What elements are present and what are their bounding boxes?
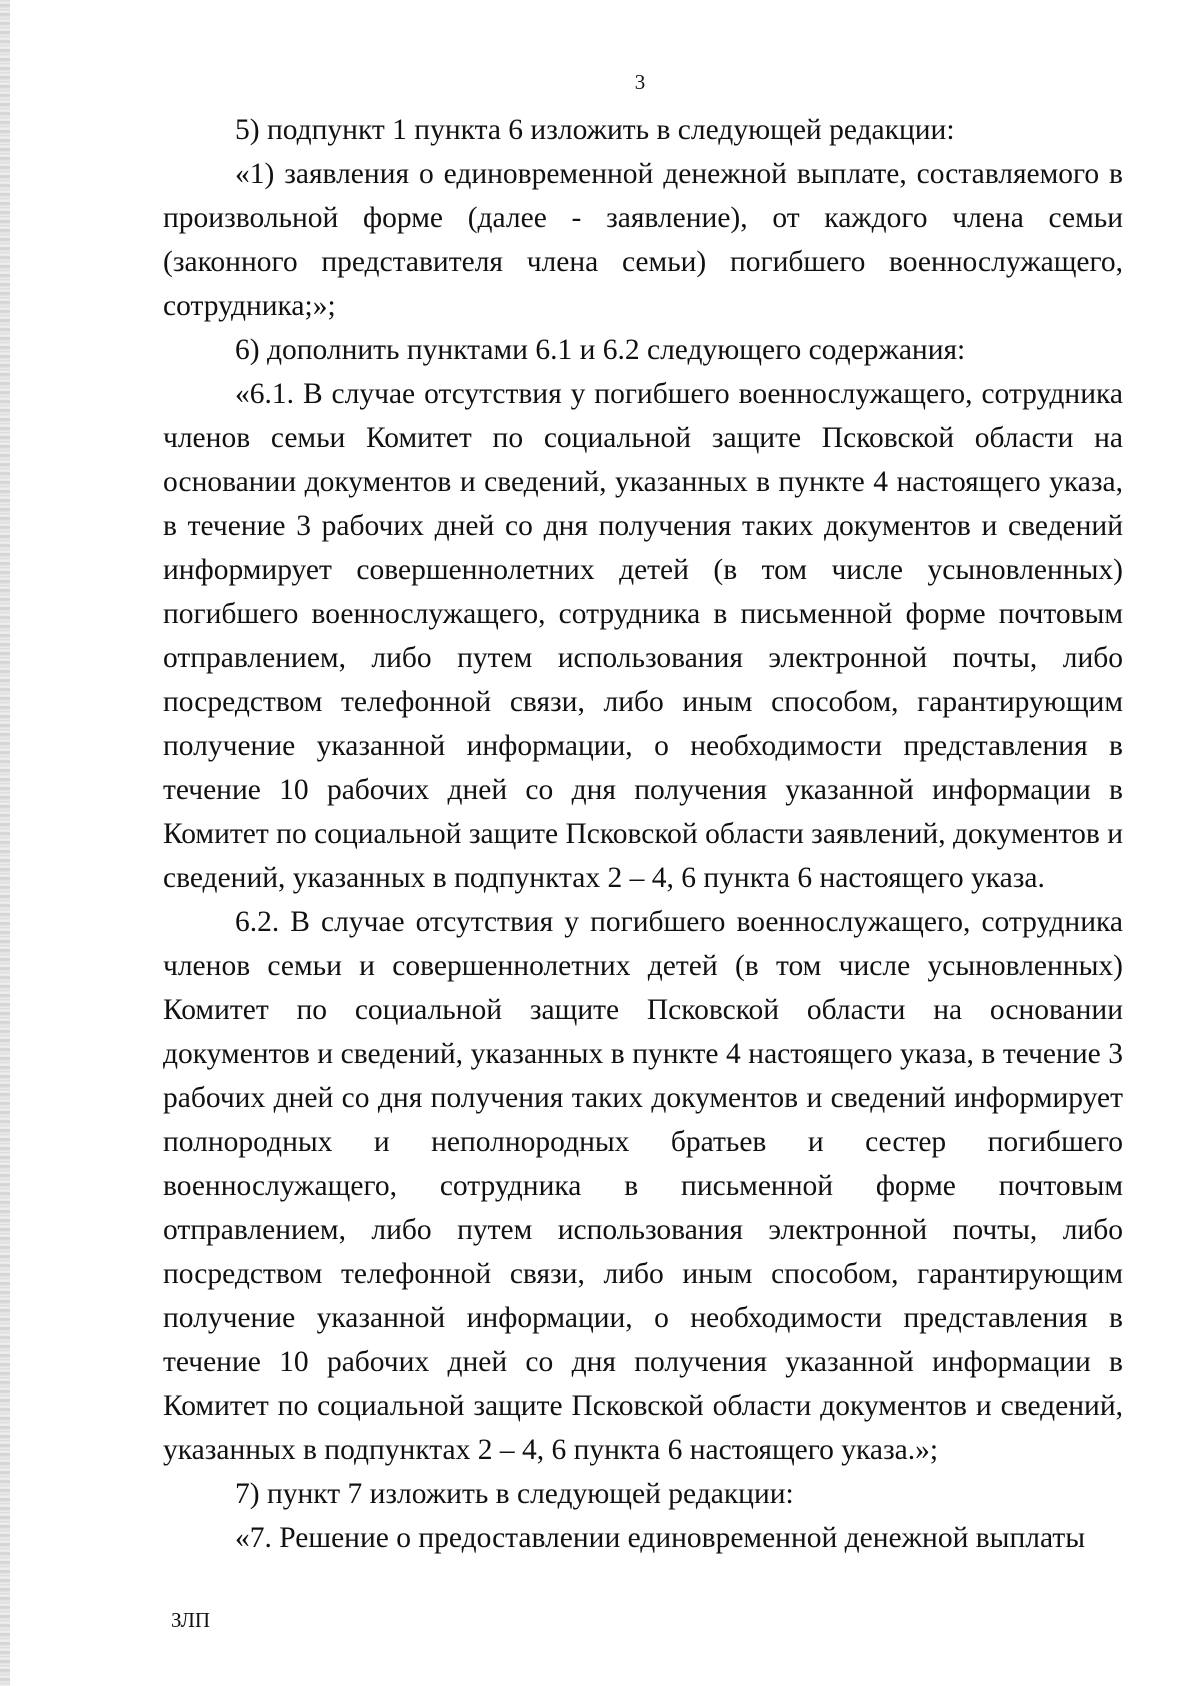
paragraph-clause-6-2: 6.2. В случае отсутствия у погибшего военнослужащего, сотрудника членов семьи и совершеннолетних детей (в том числе усыновленных) Комитет по социальной защите Псковской области на основании документов и сведений, указанных в пункте 4 настоящего указа, в течение 3 рабочих дней со дня получения таких документов и сведений информирует полнородных и неполнородных братьев и сестер погибшего военнослужащего, сотрудника в письменной форме почтовым отправлением, либо путем использования электронной почты, либо посредством телефонной связи, либо иным способом, гарантирующим получение указанной информации, о необходимости представления в течение 10 рабочих дней со дня получения указанной информации в Комитет по социальной защите Псковской области документов и сведений, указанных в подпунктах 2 – 4, 6 пункта 6 настоящего указа.»; [163, 906, 1123, 1466]
paragraph-subitem-7: 7) пункт 7 изложить в следующей редакции: [235, 1478, 794, 1510]
page-number: 3 [634, 70, 646, 94]
paragraph-subitem-6: 6) дополнить пунктами 6.1 и 6.2 следующего содержания: [235, 334, 966, 366]
paragraph-quote-subitem-1: «1) заявления о единовременной денежной выплате, составляемого в произвольной форме (далее - заявление), от каждого члена семьи (законного представителя члена семьи) погибшего военнослужащего, сотрудника;»; [163, 158, 1123, 322]
document-body [163, 108, 1123, 1560]
footer-code: ЗЛП [171, 1608, 211, 1632]
paragraph-clause-6-1: «6.1. В случае отсутствия у погибшего военнослужащего, сотрудника членов семьи Комитет по социальной защите Псковской области на основании документов и сведений, указанных в пункте 4 настоящего указа, в течение 3 рабочих дней со дня получения таких документов и сведений информирует совершеннолетних детей (в том числе усыновленных) погибшего военнослужащего, сотрудника в письменной форме почтовым отправлением, либо путем использования электронной почты, либо посредством телефонной связи, либо иным способом, гарантирующим получение указанной информации, о необходимости представления в течение 10 рабочих дней со дня получения указанной информации в Комитет по социальной защите Псковской области заявлений, документов и сведений, указанных в подпунктах 2 – 4, 6 пункта 6 настоящего указа. [163, 378, 1123, 894]
paragraph-subitem-5: 5) подпункт 1 пункта 6 изложить в следующей редакции: [235, 114, 955, 146]
scan-edge [0, 0, 10, 1686]
paragraph-clause-7: «7. Решение о предоставлении единовременной денежной выплаты [235, 1522, 1086, 1554]
